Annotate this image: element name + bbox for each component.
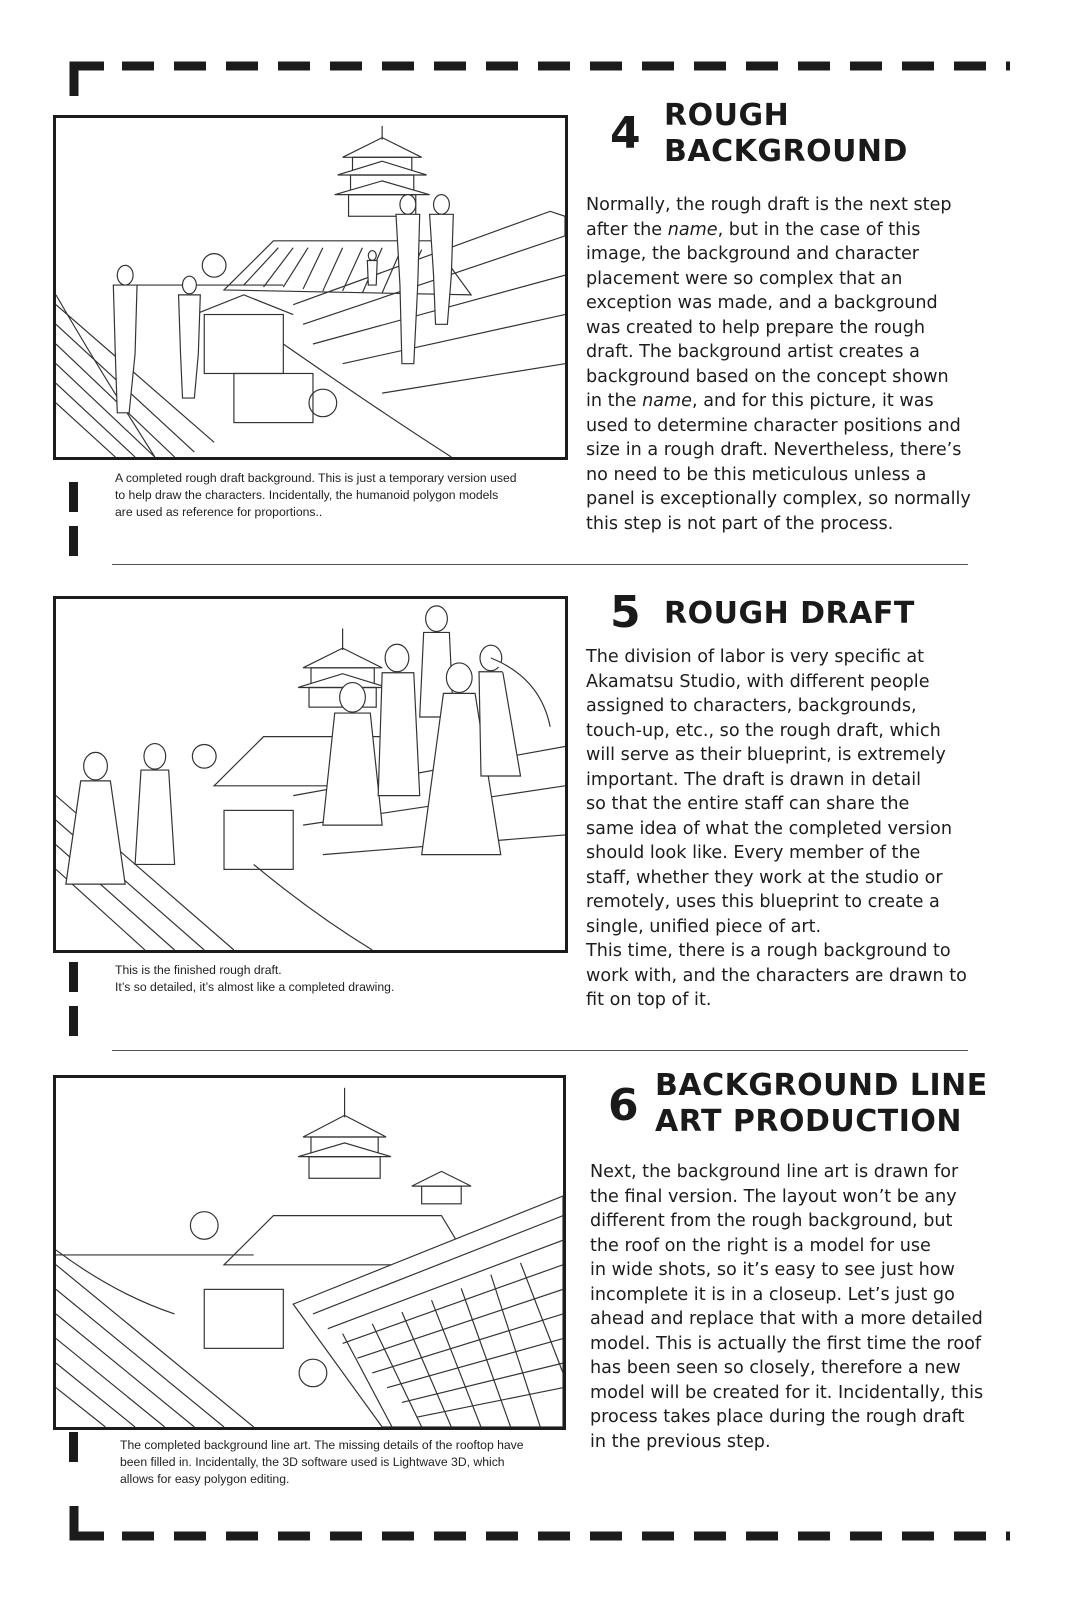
body-line: different from the rough background, but bbox=[590, 1211, 953, 1231]
body-line: after the name, but in the case of this bbox=[586, 219, 921, 240]
background-line-art-caption bbox=[120, 1437, 524, 1488]
body-line: placement were so complex that an bbox=[586, 268, 903, 289]
body-line: touch-up, etc., so the rough draft, which bbox=[586, 720, 941, 741]
body-line: was created to help prepare the rough bbox=[586, 317, 926, 338]
body-line: has been seen so closely, therefore a new bbox=[590, 1358, 961, 1378]
heading-line: ROUGH DRAFT bbox=[664, 596, 915, 631]
body-line: in the previous step. bbox=[590, 1431, 771, 1452]
body-line: same idea of what the completed version bbox=[586, 818, 952, 839]
body-line: background based on the concept shown bbox=[586, 366, 949, 387]
rough-draft-panel bbox=[53, 596, 568, 953]
heading-line: BACKGROUND LINE bbox=[655, 1068, 988, 1103]
body-line: ahead and replace that with a more detailed bbox=[590, 1309, 983, 1329]
rough-background-illustration bbox=[56, 118, 565, 457]
body-line: The division of labor is very specific at bbox=[586, 647, 925, 667]
background-line-art-panel bbox=[53, 1075, 566, 1430]
section-heading bbox=[655, 1068, 988, 1140]
section-body bbox=[586, 193, 971, 536]
rough-draft-caption bbox=[115, 962, 394, 996]
body-line: Akamatsu Studio, with different people bbox=[586, 671, 930, 692]
section-heading bbox=[664, 596, 915, 632]
rough-background-panel bbox=[53, 115, 568, 460]
body-line: process takes place during the rough draft bbox=[590, 1407, 965, 1427]
section-number: 4 bbox=[610, 108, 641, 159]
body-line: size in a rough draft. Nevertheless, there’s bbox=[586, 440, 962, 460]
body-line: model. This is actually the first time the roof bbox=[590, 1333, 982, 1354]
body-line: the final version. The layout won’t be any bbox=[590, 1186, 957, 1207]
body-line: panel is exceptionally complex, so normally bbox=[586, 489, 971, 509]
heading-line: ART PRODUCTION bbox=[655, 1104, 962, 1139]
section-divider bbox=[112, 564, 968, 565]
body-line: staff, whether they work at the studio or bbox=[586, 867, 943, 888]
body-line: fit on top of it. bbox=[586, 990, 712, 1010]
caption-line: It’s so detailed, it’s almost like a completed drawing. bbox=[115, 980, 395, 994]
section-number: 6 bbox=[608, 1080, 639, 1131]
body-line: draft. The background artist creates a bbox=[586, 342, 920, 362]
heading-line: ROUGH bbox=[664, 98, 790, 133]
caption-line: A completed rough draft background. This is just a temporary version used bbox=[115, 471, 517, 485]
body-line: Normally, the rough draft is the next step bbox=[586, 195, 952, 215]
body-line: this step is not part of the process. bbox=[586, 513, 894, 534]
section-number: 5 bbox=[610, 587, 641, 638]
caption-line: are used as reference for proportions.. bbox=[115, 505, 323, 519]
section-divider bbox=[112, 1050, 968, 1051]
body-line: This time, there is a rough background to bbox=[586, 941, 951, 961]
body-line: used to determine character positions and bbox=[586, 415, 961, 436]
caption-line: been filled in. Incidentally, the 3D software used is Lightwave 3D, which bbox=[120, 1455, 505, 1469]
section-body bbox=[590, 1160, 983, 1454]
heading-line: BACKGROUND bbox=[664, 134, 908, 169]
body-line: no need to be this meticulous unless a bbox=[586, 464, 927, 485]
body-line: single, unified piece of art. bbox=[586, 916, 822, 937]
caption-line: allows for easy polygon editing. bbox=[120, 1472, 290, 1486]
body-line: work with, and the characters are drawn to bbox=[586, 965, 967, 986]
section-body bbox=[586, 645, 967, 1013]
caption-line: to help draw the characters. Incidentally, the humanoid polygon models bbox=[115, 488, 499, 502]
body-line: model will be created for it. Incidentally, this bbox=[590, 1382, 984, 1403]
body-line: the roof on the right is a model for use bbox=[590, 1235, 931, 1256]
section-heading bbox=[664, 98, 908, 170]
caption-line: The completed background line art. The missing details of the rooftop have bbox=[120, 1438, 524, 1452]
body-line: important. The draft is drawn in detail bbox=[586, 769, 922, 790]
body-line: will serve as their blueprint, is extremely bbox=[586, 745, 946, 765]
body-line: Next, the background line art is drawn for bbox=[590, 1162, 959, 1182]
body-line: exception was made, and a background bbox=[586, 293, 938, 313]
body-line: remotely, uses this blueprint to create a bbox=[586, 892, 940, 912]
body-line: should look like. Every member of the bbox=[586, 843, 921, 863]
caption-line: This is the finished rough draft. bbox=[115, 963, 282, 977]
background-line-art-illustration bbox=[56, 1078, 563, 1427]
body-line: in the name, and for this picture, it was bbox=[586, 391, 934, 411]
body-line: in wide shots, so it’s easy to see just how bbox=[590, 1260, 955, 1280]
rough-draft-illustration bbox=[56, 599, 565, 950]
rough-background-caption bbox=[115, 470, 517, 521]
body-line: so that the entire staff can share the bbox=[586, 794, 910, 814]
body-line: incomplete it is in a closeup. Let’s just go bbox=[590, 1284, 955, 1305]
body-line: image, the background and character bbox=[586, 244, 920, 264]
body-line: assigned to characters, backgrounds, bbox=[586, 696, 917, 716]
